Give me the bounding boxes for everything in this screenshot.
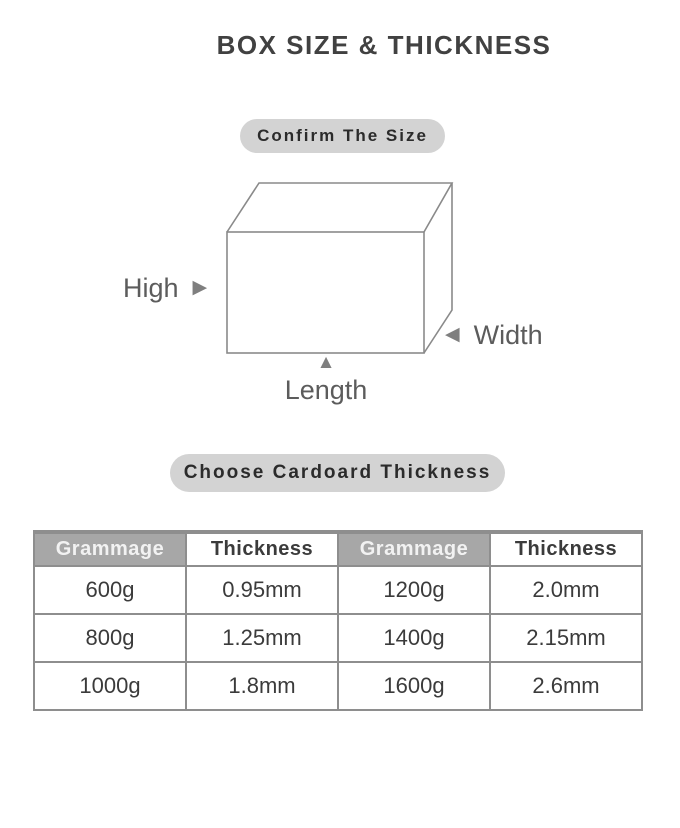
arrow-left-icon: ◀ xyxy=(445,324,460,345)
choose-thickness-badge: Choose Cardoard Thickness xyxy=(170,454,505,492)
header-thickness-2: Thickness xyxy=(490,532,642,566)
header-thickness-1: Thickness xyxy=(186,532,338,566)
box-front-face xyxy=(227,232,424,353)
cell-thickness: 2.0mm xyxy=(490,566,642,614)
box-top-face xyxy=(227,183,452,232)
high-dimension-label xyxy=(123,272,207,304)
cell-thickness: 0.95mm xyxy=(186,566,338,614)
length-dimension-label xyxy=(278,353,374,406)
table-row xyxy=(34,566,642,614)
header-grammage-1: Grammage xyxy=(34,532,186,566)
cell-grammage: 600g xyxy=(34,566,186,614)
confirm-size-badge: Confirm The Size xyxy=(240,119,445,153)
cell-thickness: 2.6mm xyxy=(490,662,642,710)
header-grammage-2: Grammage xyxy=(338,532,490,566)
table-row xyxy=(34,614,642,662)
thickness-table xyxy=(33,530,643,711)
table-row xyxy=(34,662,642,710)
high-label-text: High xyxy=(123,273,179,303)
arrow-up-icon: ▲ xyxy=(316,352,336,373)
length-label-text: Length xyxy=(284,375,368,405)
cell-grammage: 1000g xyxy=(34,662,186,710)
cell-grammage: 1200g xyxy=(338,566,490,614)
arrow-right-icon: ▶ xyxy=(192,277,208,298)
cell-grammage: 800g xyxy=(34,614,186,662)
cell-thickness: 1.8mm xyxy=(186,662,338,710)
width-dimension-label xyxy=(445,319,543,351)
cell-thickness: 2.15mm xyxy=(490,614,642,662)
cell-grammage: 1600g xyxy=(338,662,490,710)
width-label-text: Width xyxy=(473,320,543,350)
cell-grammage: 1400g xyxy=(338,614,490,662)
cell-thickness: 1.25mm xyxy=(186,614,338,662)
page-title: BOX SIZE & THICKNESS xyxy=(216,30,552,60)
table-header-row xyxy=(34,532,642,566)
